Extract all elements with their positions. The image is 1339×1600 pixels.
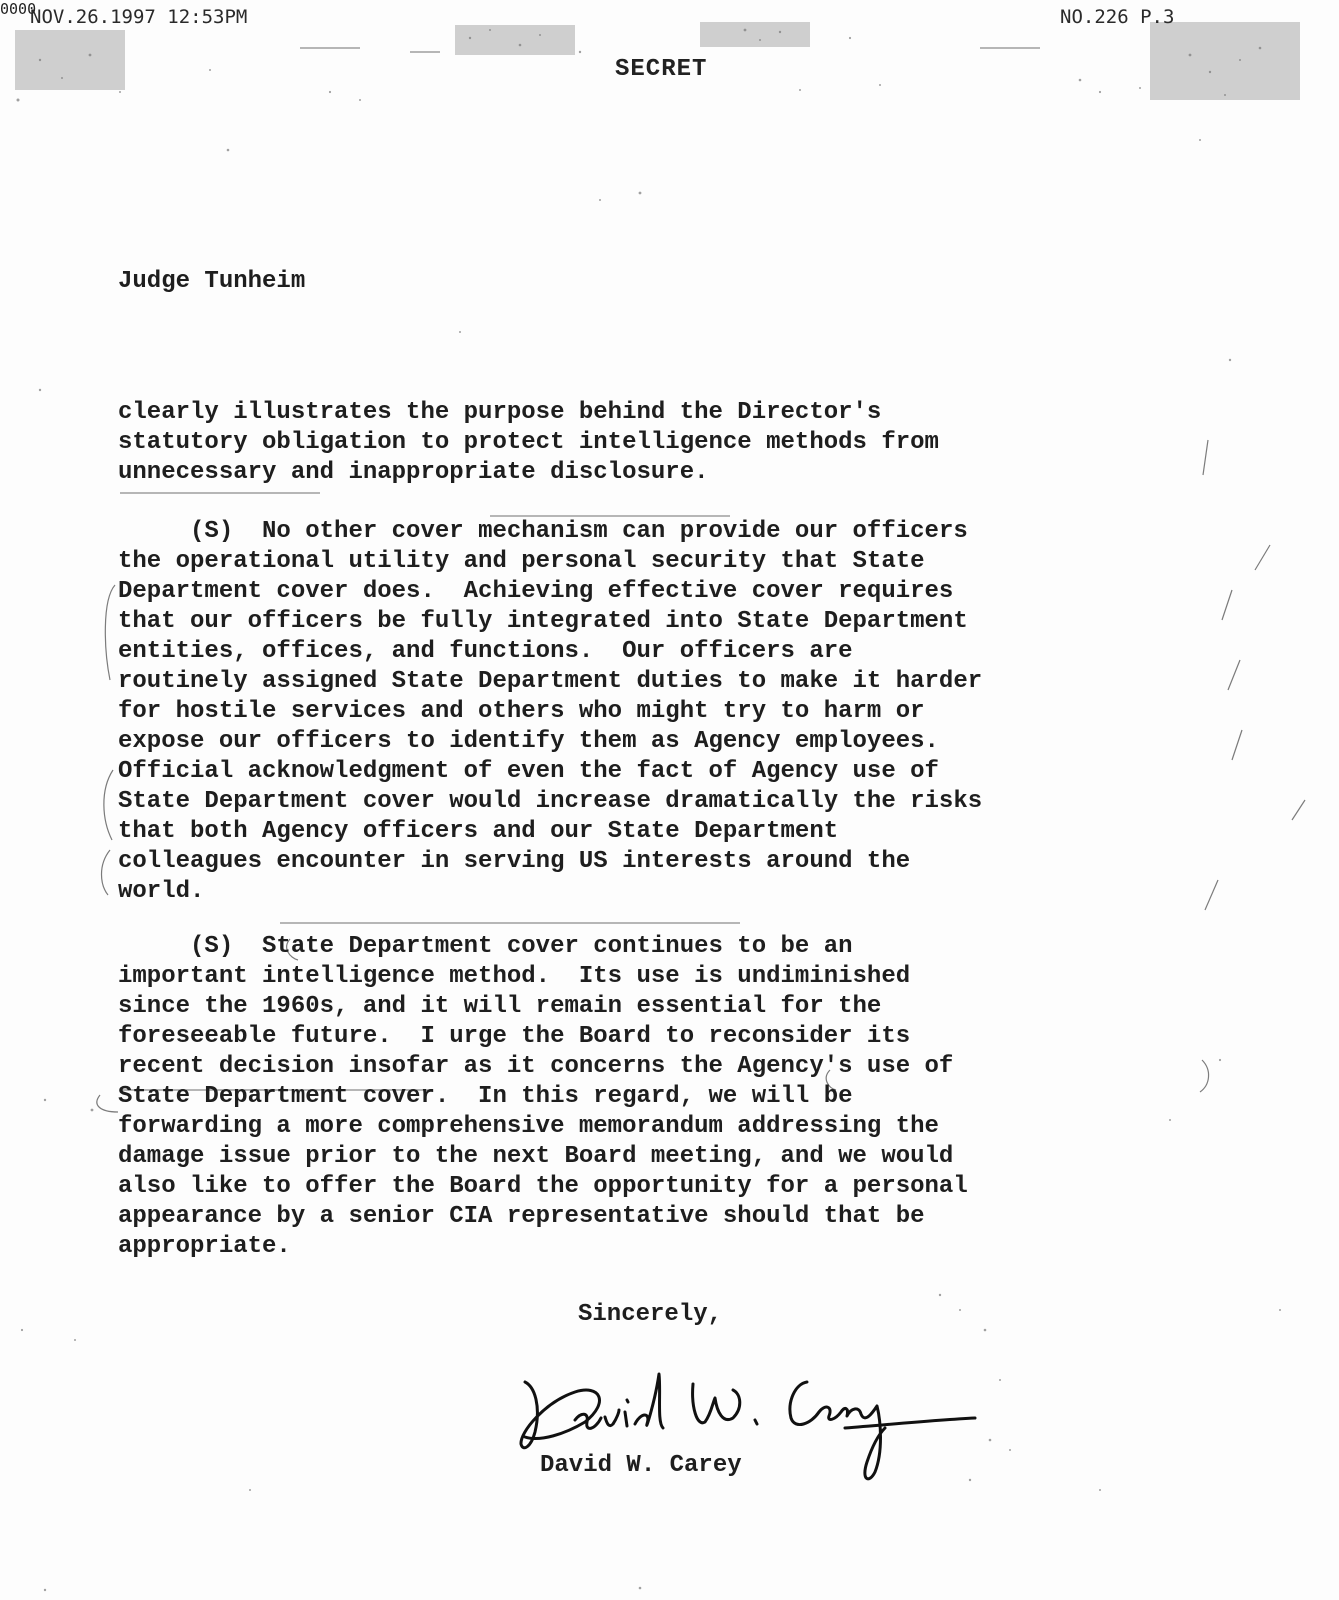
letter-paragraph: (S) State Department cover continues to be an important intelligence method. Its use is undiminished since the 1960s, and it will remain essential for the foreseeable future. I urge the Board to reconsider its recent decision insofar as it concerns the Agency's use of State Department cover. In this regard, we will be forwarding a more comprehensive memorandum addressing the damage issue prior to the next Board meeting, and we would also like to offer the Board the opportunity for a personal appearance by a senior CIA representative should that be appropriate. [118,933,968,1260]
fax-machine-id: 0000 [0,0,37,18]
fax-timestamp [0,0,248,28]
fax-date-time: NOV.26.1997 12:53PM [30,6,248,28]
letter-paragraph: clearly illustrates the purpose behind the Director's statutory obligation to protect intelligence methods from unnecessary and inappropriate disclosure. [118,399,939,486]
fax-page-number: NO.226 P.3 [1060,6,1175,28]
recipient-heading: Judge Tunheim [118,268,306,295]
letter-closing: Sincerely, [578,1301,723,1328]
signer-name: David W. Carey [540,1452,742,1479]
letter-paragraph: (S) No other cover mechanism can provide our officers the operational utility and personal security that State Department cover does. Achieving effective cover requires that our officers be fully integrated into State Department entities, offices, and functions. Our officers are routinely assigned State Department duties to make it harder for hostile services and others who might try to harm or expose our officers to identify them as Agency employees. Official acknowledgment of even the fact of Agency use of State Department cover would increase dramatically the risks that both Agency officers and our State Department colleagues encounter in serving US interests around the world. [118,518,983,905]
classification-marking: SECRET [615,56,708,83]
